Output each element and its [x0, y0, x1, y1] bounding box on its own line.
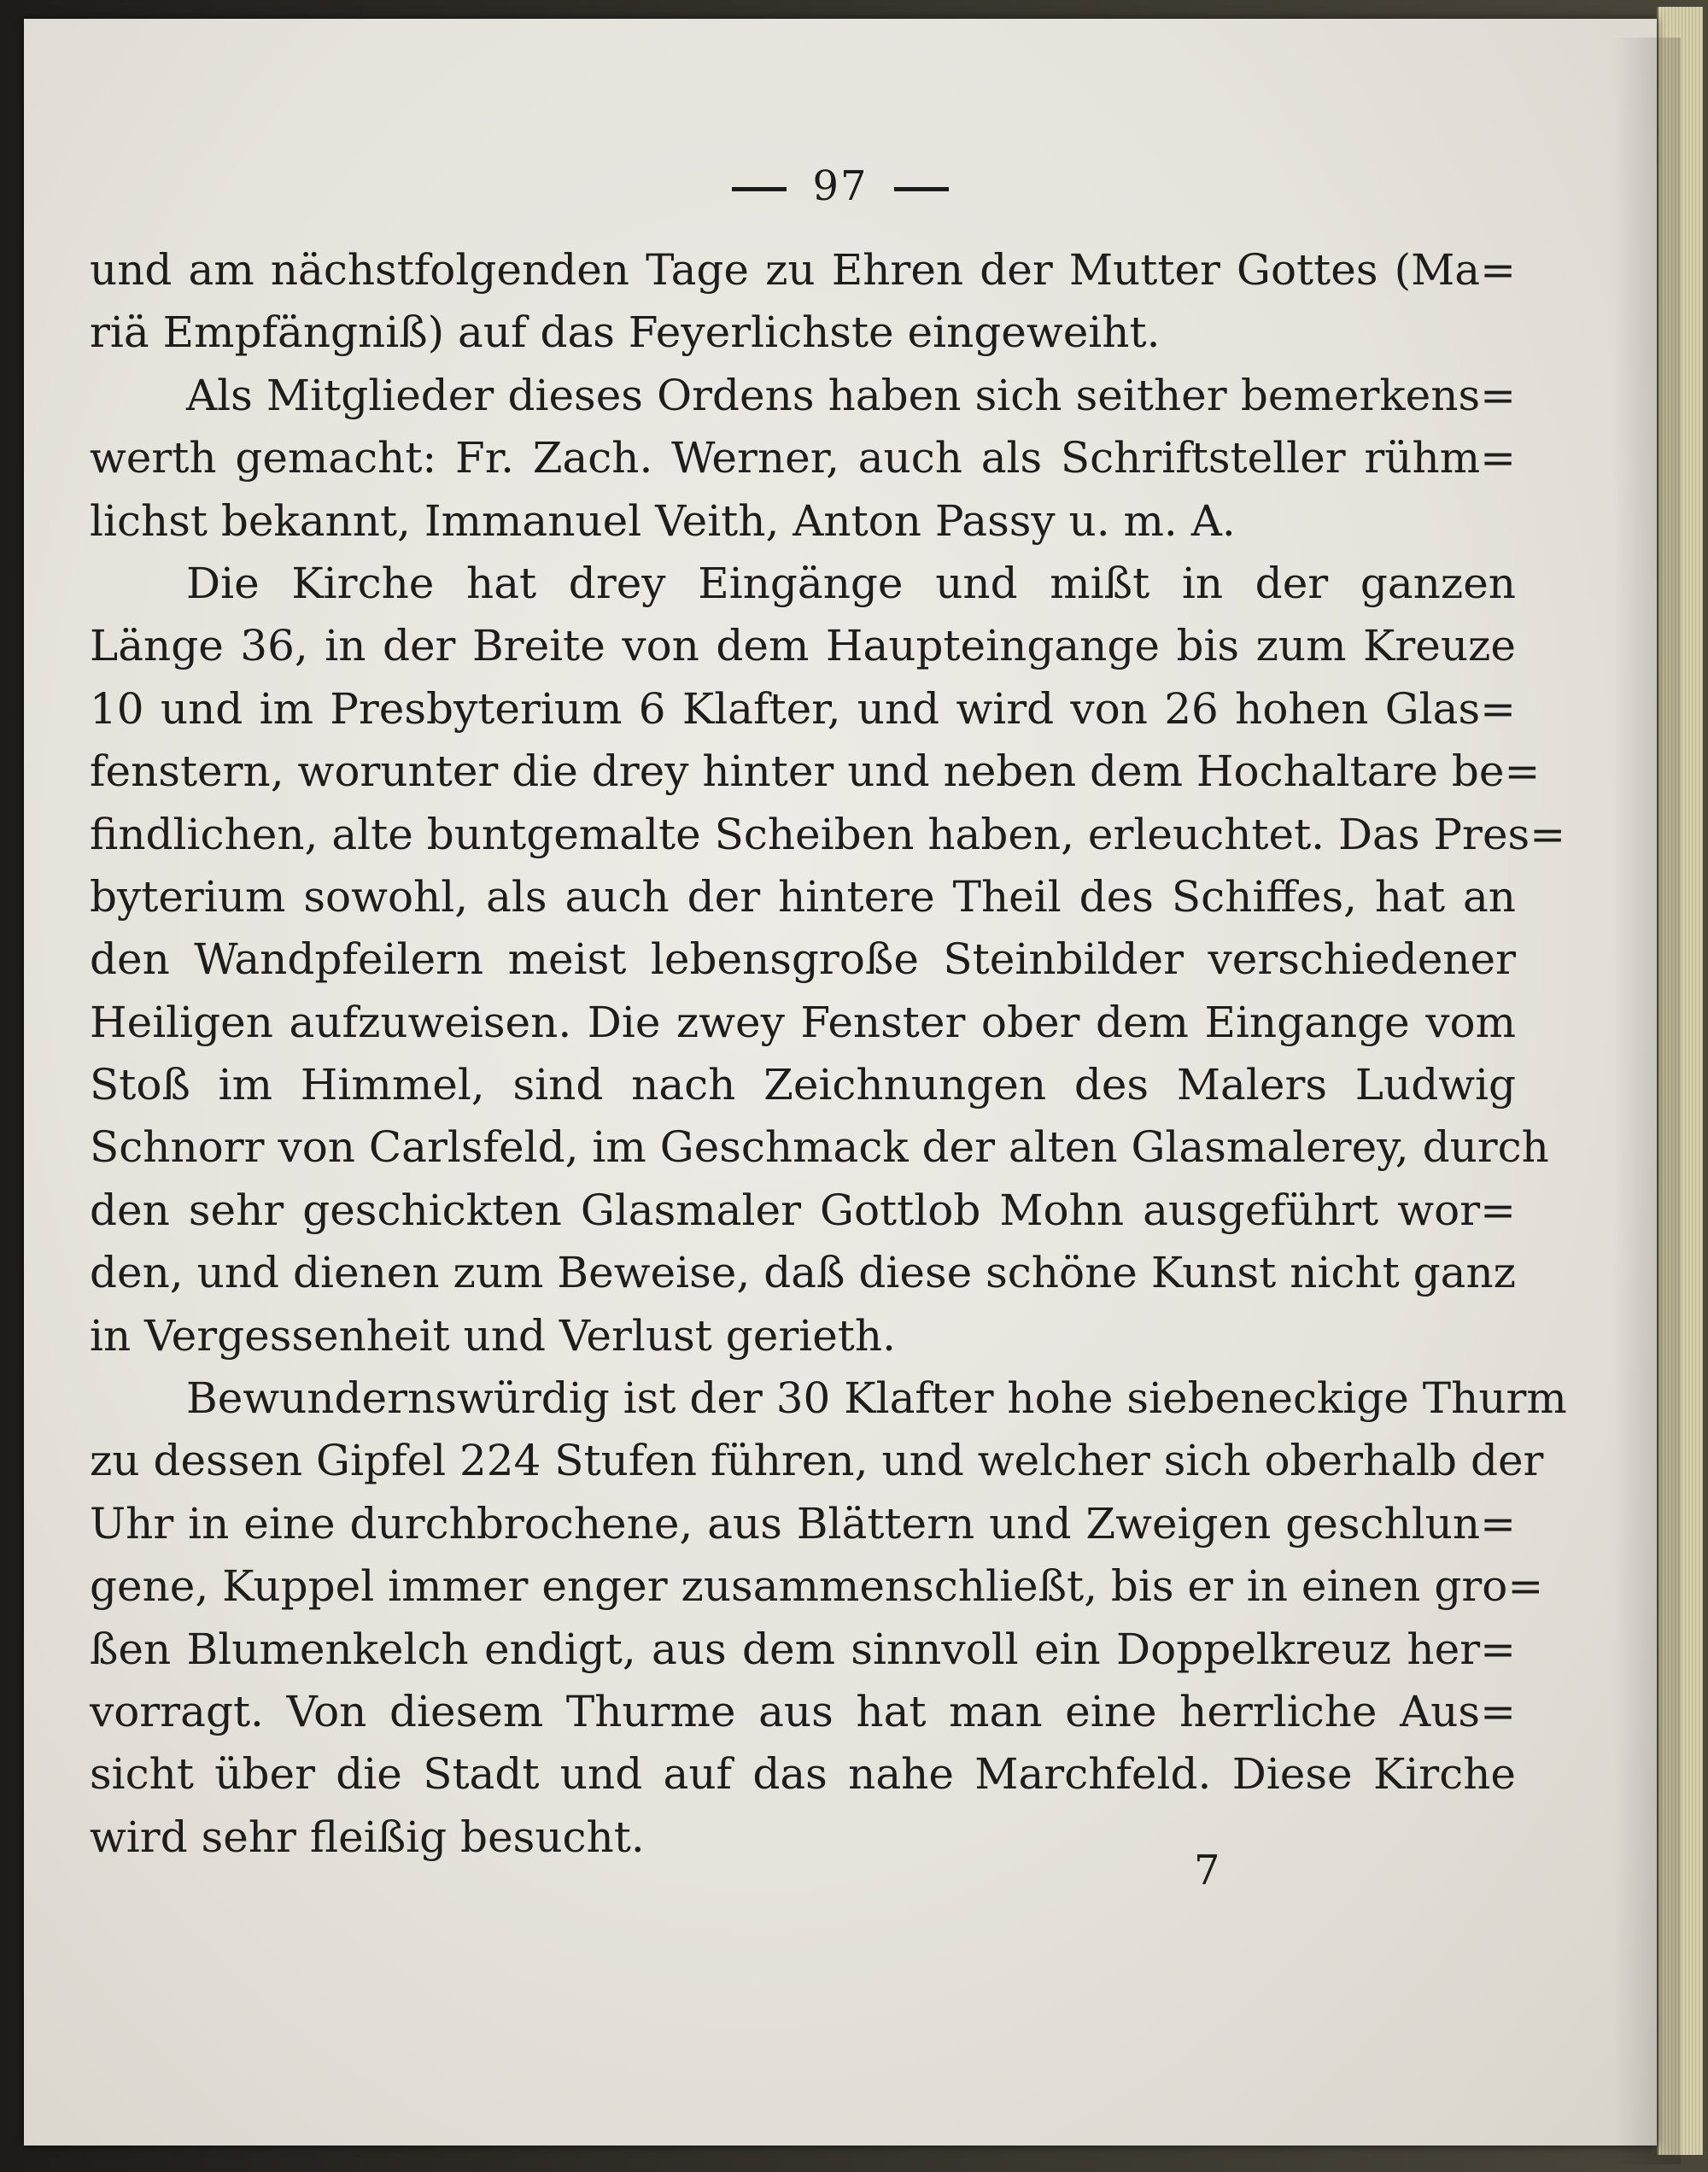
text-line: sicht über die Stadt und auf das nahe Marchfeld. Diese Kirche [90, 1749, 1516, 1800]
text-line: riä Empfängniß) auf das Feyerlichste eingeweiht. [90, 307, 1161, 358]
text-line: Heiligen aufzuweisen. Die zwey Fenster ober dem Eingange vom [90, 997, 1516, 1047]
text-line: und am nächstfolgenden Tage zu Ehren der Mutter Gottes (Ma= [90, 245, 1516, 295]
header-dash-left [732, 187, 787, 191]
book-page [24, 19, 1657, 2146]
text-line: findlichen, alte buntgemalte Scheiben haben, erleuchtet. Das Pres= [90, 809, 1566, 859]
signature-mark: 7 [1194, 1847, 1220, 1894]
text-line: Schnorr von Carlsfeld, im Geschmack der alten Glasmalerey, durch [90, 1122, 1549, 1173]
text-line: ßen Blumenkelch endigt, aus dem sinnvoll ein Doppelkreuz her= [90, 1624, 1516, 1674]
text-line: zu dessen Gipfel 224 Stufen führen, und welcher sich oberhalb der [90, 1436, 1544, 1486]
text-line: Als Mitglieder dieses Ordens haben sich seither bemerkens= [186, 370, 1516, 420]
text-line: den, und dienen zum Beweise, daß diese schöne Kunst nicht ganz [90, 1248, 1516, 1298]
text-line: Länge 36, in der Breite von dem Haupteingange bis zum Kreuze [90, 621, 1516, 671]
text-line: wird sehr fleißig besucht. [90, 1812, 645, 1862]
text-line: fenstern, worunter die drey hinter und neben dem Hochaltare be= [90, 746, 1541, 797]
text-line: den Wandpfeilern meist lebensgroße Steinbilder verschiedener [90, 934, 1516, 985]
text-line: Uhr in eine durchbrochene, aus Blättern und Zweigen geschlun= [90, 1498, 1516, 1549]
text-line: vorragt. Von diesem Thurme aus hat man eine herrliche Aus= [90, 1686, 1516, 1736]
header-dash-right [894, 187, 949, 191]
page-shadow [1612, 38, 1681, 2164]
page-header [24, 162, 1657, 210]
page-number: 97 [812, 162, 869, 210]
text-line: Stoß im Himmel, sind nach Zeichnungen des Malers Ludwig [90, 1060, 1516, 1110]
text-line: byterium sowohl, als auch der hintere Theil des Schiffes, hat an [90, 871, 1516, 922]
text-line: gene, Kuppel immer enger zusammenschließt, bis er in einen gro= [90, 1561, 1544, 1612]
text-line: den sehr geschickten Glasmaler Gottlob Mohn ausgeführt wor= [90, 1185, 1516, 1235]
text-line: Bewundernswürdig ist der 30 Klafter hohe siebeneckige Thurm [186, 1373, 1567, 1424]
text-line: lichst bekannt, Immanuel Veith, Anton Passy u. m. A. [90, 495, 1236, 546]
text-line: werth gemacht: Fr. Zach. Werner, auch als Schriftsteller rühm= [90, 433, 1516, 483]
body-text [90, 239, 1567, 1869]
text-line: Die Kirche hat drey Eingänge und mißt in der ganzen [186, 558, 1516, 608]
text-line: in Vergessenheit und Verlust gerieth. [90, 1310, 896, 1361]
text-line: 10 und im Presbyterium 6 Klafter, und wird von 26 hohen Glas= [90, 683, 1516, 734]
